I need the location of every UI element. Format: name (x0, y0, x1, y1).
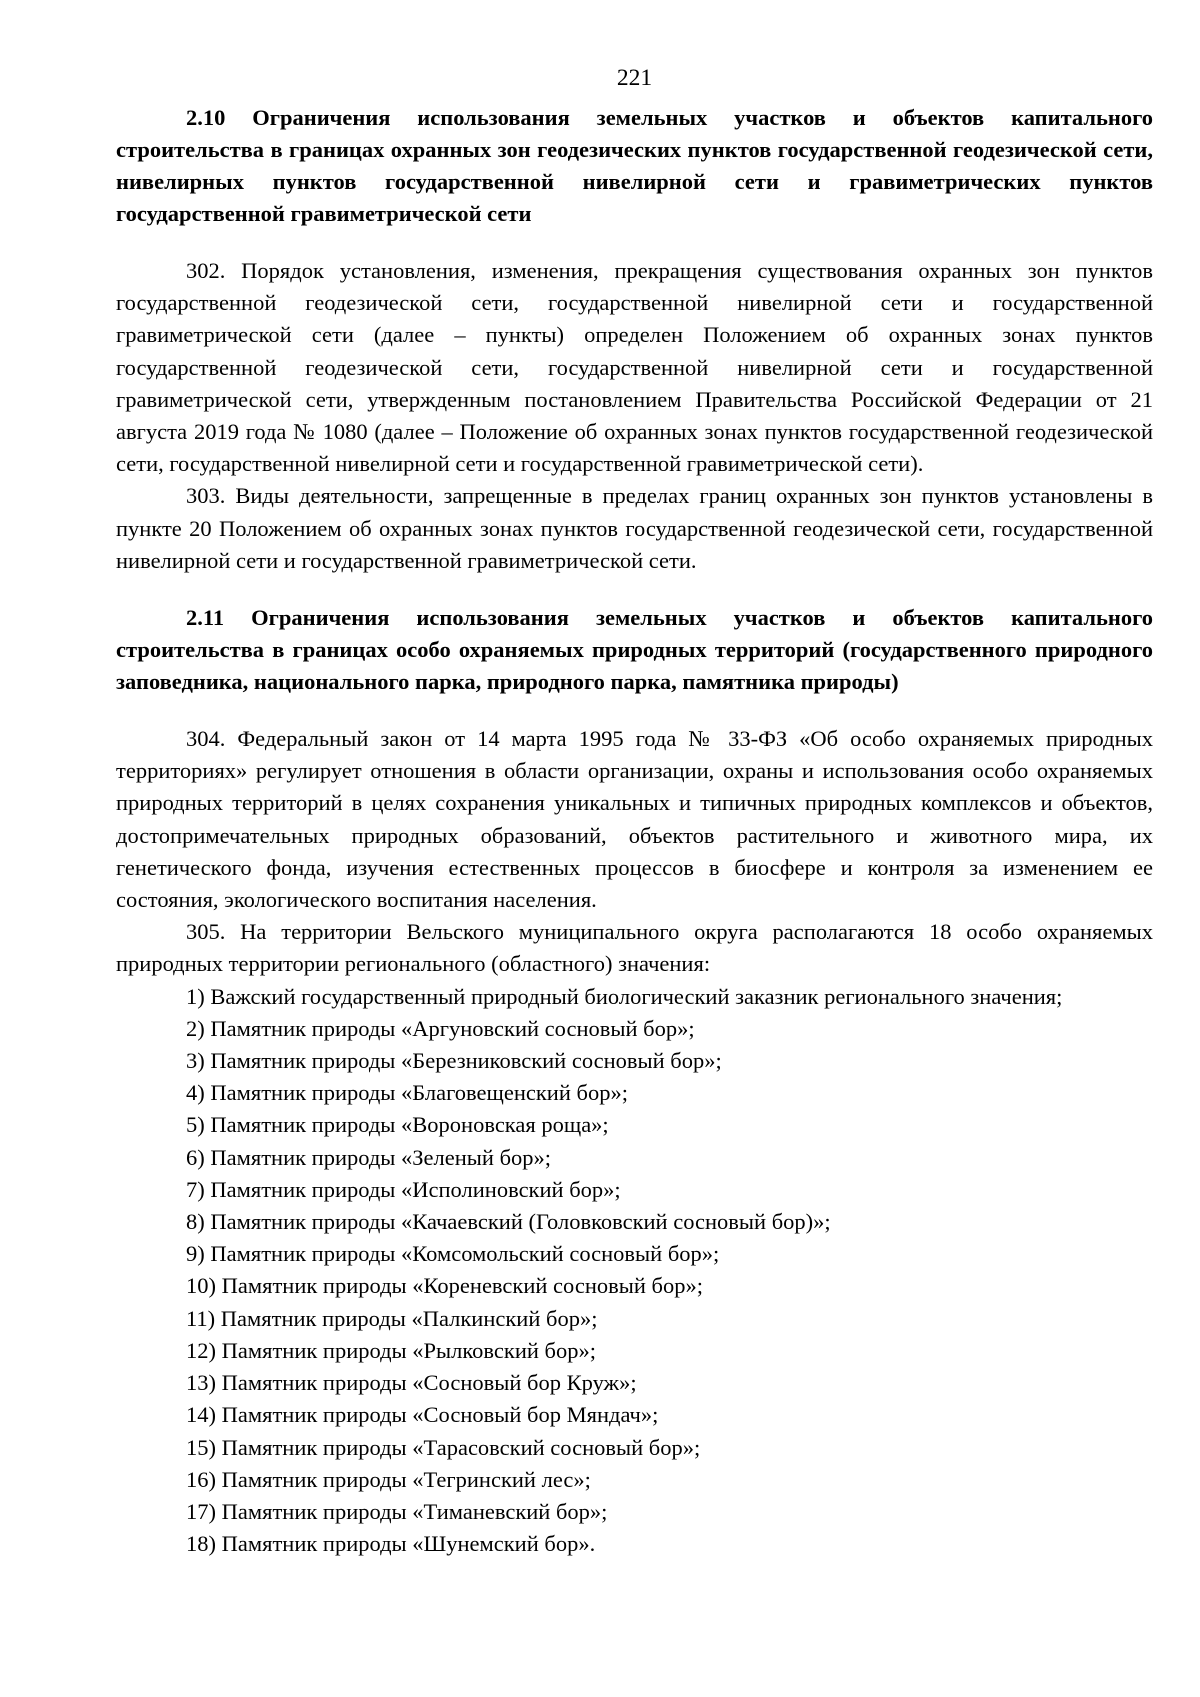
list-item: 18) Памятник природы «Шунемский бор». (186, 1531, 596, 1557)
list-item: 5) Памятник природы «Вороновская роща»; (186, 1112, 609, 1138)
list-item: 11) Памятник природы «Палкинский бор»; (186, 1305, 598, 1331)
section-heading-2-11: 2.11 Ограничения использования земельных участков и объектов капитального строительства в границах особо охраняемых природных территорий (государственного природного заповедника, национального парка, природного парка, памятника природы) (116, 605, 1153, 695)
paragraph-305: 305. На территории Вельского муниципального округа располагаются 18 особо охраняемых природных территории регионального (областного) значения: (116, 919, 1153, 977)
list-item: 1) Важский государственный природный биологический заказник регионального значения; (186, 983, 1063, 1009)
list-item: 4) Памятник природы «Благовещенский бор»; (186, 1080, 628, 1106)
list-item: 7) Памятник природы «Исполиновский бор»; (186, 1176, 621, 1202)
list-item: 8) Памятник природы «Качаевский (Головковский сосновый бор)»; (186, 1209, 831, 1235)
list-item: 2) Памятник природы «Аргуновский сосновый бор»; (186, 1015, 695, 1041)
list-item: 16) Памятник природы «Тегринский лес»; (186, 1466, 591, 1492)
protected-areas-list (116, 981, 1153, 1561)
page-number: 221 (616, 65, 653, 91)
list-item: 15) Памятник природы «Тарасовский сосновый бор»; (186, 1434, 701, 1460)
paragraph-304: 304. Федеральный закон от 14 марта 1995 года № 33-ФЗ «Об особо охраняемых природных территориях» регулирует отношения в области организации, охраны и использования особо охраняемых природных территорий в целях сохранения уникальных и типичных природных комплексов и объектов, достопримечательных природных образований, объектов растительного и животного мира, их генетического фонда, изучения естественных процессов в биосфере и контроля за изменением ее состояния, экологического воспитания населения. (116, 726, 1153, 913)
list-item: 12) Памятник природы «Рылковский бор»; (186, 1337, 596, 1363)
list-item: 6) Памятник природы «Зеленый бор»; (186, 1144, 552, 1170)
list-item: 13) Памятник природы «Сосновый бор Круж»; (186, 1370, 637, 1396)
list-item: 9) Памятник природы «Комсомольский сосновый бор»; (186, 1241, 720, 1267)
paragraph-303: 303. Виды деятельности, запрещенные в пределах границ охранных зон пунктов установлены в пункте 20 Положением об охранных зонах пунктов государственной геодезической сети, государственной нивелирной сети и государственной гравиметрической сети. (116, 483, 1153, 573)
list-item: 14) Памятник природы «Сосновый бор Мяндач»; (186, 1402, 659, 1428)
list-item: 10) Памятник природы «Кореневский сосновый бор»; (186, 1273, 703, 1299)
list-item: 17) Памятник природы «Тиманевский бор»; (186, 1498, 608, 1524)
document-page (116, 62, 1153, 1560)
section-heading-2-10: 2.10 Ограничения использования земельных участков и объектов капитального строительства в границах охранных зон геодезических пунктов государственной геодезической сети, нивелирных пунктов государственной нивелирной сети и гравиметрических пунктов государственной гравиметрической сети (116, 105, 1153, 226)
paragraph-302: 302. Порядок установления, изменения, прекращения существования охранных зон пунктов государственной геодезической сети, государственной нивелирной сети и государственной гравиметрической сети (далее – пункты) определен Положением об охранных зонах пунктов государственной геодезической сети, государственной нивелирной сети и государственной гравиметрической сети, утвержденным постановлением Правительства Российской Федерации от 21 августа 2019 года № 1080 (далее – Положение об охранных зонах пунктов государственной геодезической сети, государственной нивелирной сети и государственной гравиметрической сети). (116, 258, 1153, 477)
list-item: 3) Памятник природы «Березниковский сосновый бор»; (186, 1048, 722, 1074)
